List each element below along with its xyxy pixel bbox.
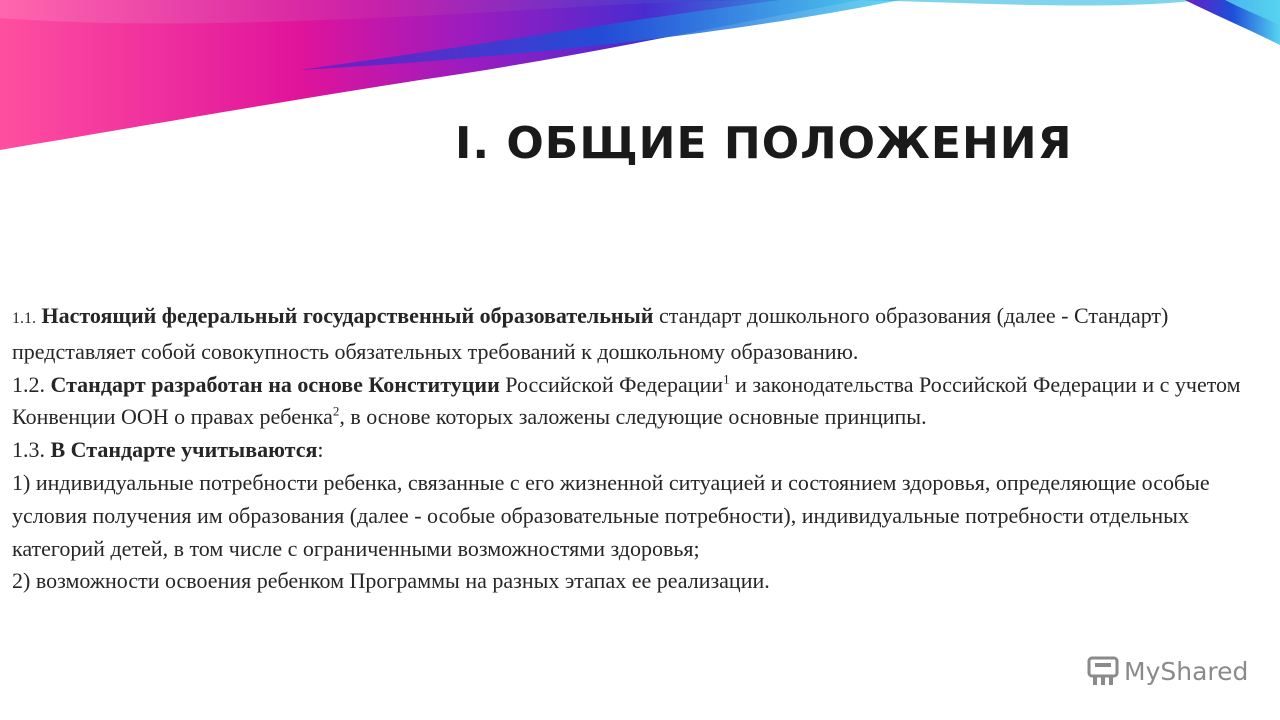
body-text bbox=[12, 300, 1267, 598]
myshared-logo-icon bbox=[1086, 654, 1120, 688]
bold-phrase: В Стандарте учитываются bbox=[50, 437, 318, 463]
bold-phrase: Стандарт разработан на основе Конституции bbox=[50, 371, 500, 397]
paragraph-text: и законодательства Российской Федерации и с учетом Конвенции ООН о правах ребенка bbox=[12, 371, 1241, 430]
list-item-2: 2) возможности освоения ребенком Программы на разных этапах ее реализации. bbox=[12, 568, 770, 594]
slide-title: I. ОБЩИЕ ПОЛОЖЕНИЯ bbox=[455, 118, 1073, 169]
list-item-1: 1) индивидуальные потребности ребенка, связанные с его жизненной ситуацией и состоянием здоровья, определяющие особые условия получения им образования (далее - особые образовательные потребности), индивидуальные потребности отдельных категорий детей, в том числе с ограниченными возможностями здоровья; bbox=[12, 469, 1210, 561]
paragraph-1-3 bbox=[12, 434, 1267, 467]
paragraph-1-2 bbox=[12, 369, 1267, 435]
paragraph-number: 1.2. bbox=[12, 371, 51, 397]
paragraph-number: 1.1. bbox=[12, 310, 36, 327]
footnote-ref: 1 bbox=[723, 371, 730, 387]
paragraph-text: Российской Федерации bbox=[499, 371, 724, 397]
bold-phrase: Настоящий федеральный государственный образовательный bbox=[41, 303, 654, 328]
paragraph-text: , в основе которых заложены следующие основные принципы. bbox=[339, 404, 927, 430]
paragraph-number: 1.3. bbox=[12, 437, 51, 463]
watermark-text: MyShared bbox=[1124, 656, 1249, 686]
watermark bbox=[1086, 654, 1248, 688]
paragraph-text: стандарт дошкольного образования (далее - Стандарт) представляет собой совокупность обязательных требований к дошкольному образованию. bbox=[12, 303, 1169, 364]
paragraph-text: : bbox=[317, 437, 324, 463]
footnote-ref: 2 bbox=[332, 404, 340, 420]
paragraph-1-1 bbox=[12, 300, 1267, 369]
